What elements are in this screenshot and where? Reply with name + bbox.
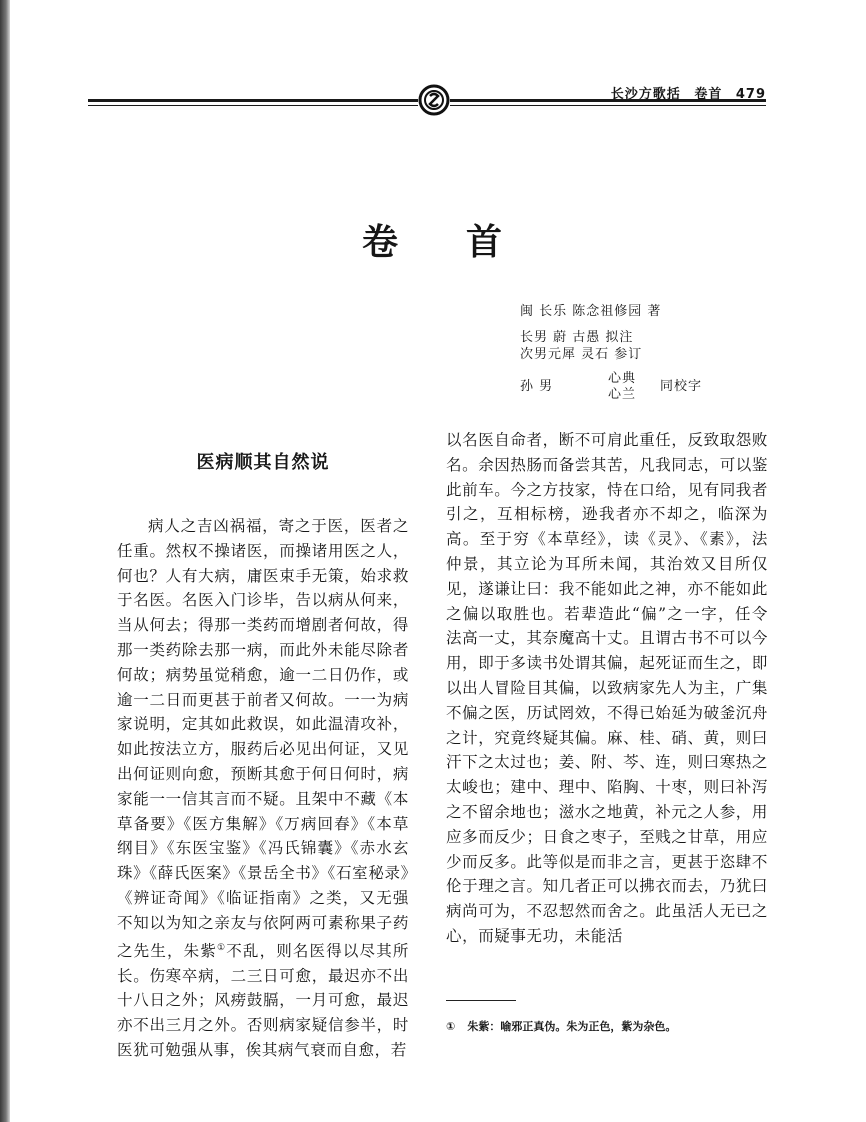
author-row-2: 长男 蔚 古愚 拟注 <box>520 330 634 345</box>
author-row-4-role: 孙 男 <box>520 379 554 394</box>
body-right-column: 以名医自命者，断不可肩此重任，反致取怨败名。余因热肠而备尝其苦，凡我同志，可以鉴此前车。今之方技家，恃在口给，见有同我者引之，互相标榜，逊我者亦不却之，临深为高。至于穷《本草经》，读《灵》、《素》，法仲景，其立论为耳所未闻，其治效又目所仅见，遂谦让曰：我不能如此之神，亦不能如此之偏以取胜也。若辈造此“偏”之一字，任令法高一丈，其奈魔高十丈。且谓古书不可以今用，即于多读书处谓其偏，起死证而生之，即以出人冒险目其偏，以致病家先人为主，广集不偏之医，历试罔效，不得已始延为破釜沉舟之计，究竟终疑其偏。麻、桂、硝、黄，则曰汗下之太过也；姜、附、芩、连，则曰寒热之太峻也；建中、理中、陷胸、十枣，则曰补泻之不留余地也；滋水之地黄，补元之人参，用应多而反少；日食之枣子，至贱之甘草，用应少而反多。此等似是而非之言，更甚于恣肆不伦于理之言。知几者正可以拂衣而去，乃犹曰病尚可为，不忍恝然而舍之。此虽活人无已之心，而疑事无功，未能活 <box>446 431 769 945</box>
running-head-book-title: 长沙方歌括 <box>610 87 681 102</box>
footnote <box>446 1018 676 1034</box>
chapter-title-part2: 首 <box>466 221 505 263</box>
running-head-chapter: 卷首 <box>694 87 723 102</box>
body-left-text-end: 不乱，则名医得以尽其所长。伤寒卒病，二三日可愈，最迟亦不出十八日之外；风痨鼓膈，一月可愈，最迟亦不出三月之外。否则病家疑信参半，时医犹可勉强从事，俟其病气衰而自愈，若 <box>117 941 409 1059</box>
page-binding-edge <box>0 0 10 1122</box>
author-row-4-name1: 心典 <box>608 371 637 386</box>
chapter-title <box>0 214 866 265</box>
footnote-text: 朱紫：喻邪正真伪。朱为正色，紫为杂色。 <box>467 1020 677 1033</box>
footnote-marker: ① <box>446 1020 456 1033</box>
page-number: 479 <box>735 87 766 102</box>
footnote-reference-mark: ① <box>217 942 227 953</box>
author-row-4-name2: 心兰 <box>608 387 637 402</box>
publisher-logo-icon <box>418 84 450 116</box>
running-head <box>603 83 766 102</box>
author-row-4-task: 同校字 <box>660 379 703 394</box>
author-row-3: 次男元犀 灵石 参订 <box>520 347 643 362</box>
body-left-column <box>117 514 409 1063</box>
section-title: 医病顺其自然说 <box>196 452 330 473</box>
author-row-1: 闽 长乐 陈念祖修园 著 <box>520 304 662 319</box>
body-left-text: 病人之吉凶祸福，寄之于医，医者之任重。然权不操诸医，而操诸用医之人，何也？人有大病，庸医束手无策，始求救于名医。名医入门诊毕，告以病从何来，当从何去；得那一类药而增剧者何故，得那一类药除去那一病，而此外未能尽除者何故；病势虽觉稍愈，逾一二日仍作，或逾一二日而更甚于前者又何故。一一为病家说明，定其如此救误，如此温清攻补，如此按法立方，服药后必见出何证，又见出何证则向愈，预断其愈于何日何时，病家能一一信其言而不疑。且架中不藏《本草备要》《医方集解》《万病回春》《本草纲目》《东医宝鉴》《冯氏锦囊》《赤水玄珠》《薛氏医案》《景岳全书》《石室秘录》《辨证奇闻》《临证指南》之类，又无强不知以为知之亲友与依阿两可素称果子药之先生，朱紫 <box>117 517 409 960</box>
footnote-rule <box>446 1000 516 1001</box>
chapter-title-part1: 卷 <box>361 221 400 263</box>
